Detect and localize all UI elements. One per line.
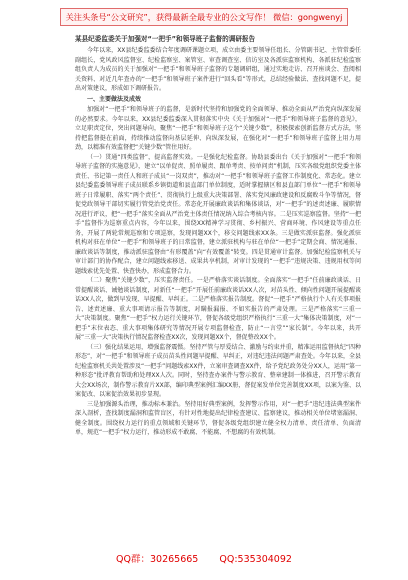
document-body [75,34,361,534]
paragraph-intro: 今年以来，XX县纪委监委结合年度调研课题立项，成立由委主要领导任组长、分管副书记、主管常委任副组长，党风政风监督室、纪检监察室、案管室、审查调查室、信访室及各派驻监察机构、各派驻纪检监察组负责人为成员的关于加强对“一把手”和领导班子监督的专题调研组，通过实地走访、召开座谈会、查阅相关资料、对近几年查办的“一把手”和领导班子案件进行“回头看”等形式，总结经验做法、查找问题不足，提出对策建议，形成如下调研报告。 [75,47,361,92]
paragraph-measures-2: （二）聚焦“关键少数”，压实监督责任。一是严格落实谈话制度。全面落实“一把手”任前廉政谈话、日常提醒谈话、诫勉谈话制度，对新任“一把手”开展任前廉政谈话XX人次，对苗头性、倾向性问题开展提醒谈话XX人次，做到早发现、早提醒、早纠正。二是严格落实报告制度。督促“一把手”严格执行个人有关事项报告、述责述廉、重大事项请示报告等制度，对瞒报漏报、不如实报告的严肃处理。三是严格落实“三重一大”决策制度。聚焦“一把手”权力运行关键环节，督促各级党组织严格执行“三重一大”集体决策制度，对“一把手”末位表态、重大事项集体研究等情况开展专项监督检查，防止“一言堂”“家长制”。今年以来，共开展“三重一大”决策执行情况监督检查XX次，发现问题XX个，督促整改XX个。 [75,277,361,341]
section-heading: 一、主要做法及成效 [87,95,142,103]
qq-group-text: QQ群：30265665 [116,554,199,565]
paragraph-overview: 加强对“一把手”和领导班子的监督，是新时代坚持和加强党的全面领导、推动全面从严治党向纵深发展的必然要求。今年以来，XX县纪委监委深入贯彻落实中央《关于加强对“一把手”和领导班子监督的意见》，立足职责定位，突出问题导向，聚焦“一把手”和领导班子这个“关键少数”，积极探索创新监督方式方法，坚持把监督挺在前面，持续推动监督向基层延伸、向纵深发展，在强化对“一把手”和领导班子监督上用力用劲，以精准有效监督把“关键少数”管住用好。 [75,106,361,151]
qq-number-text: QQ:535304092 [219,554,292,565]
paragraph-measures-1: （一）贯通“四类监督”，提高监督实效。一是强化纪检监督。协助县委出台《关于加强对“一把手”和领导班子监督的实施意见》，建立“以单促责、照单履责、跟单考责、按单问责”机制，压实各级党组织党委主体责任、书记第一责任人和班子成员“一岗双责”，推动对“一把手”和领导班子监督工作制度化、常态化。建立县纪委监委领导班子成员联系乡镇街道和县直部门单位制度，适时掌握辖区和县直部门单位“一把手”和领导班子日常履职、落实“两个责任”、贯彻执行上级重大决策部署、落实党风廉政建设和反腐败斗争等情况，督促党政领导干部切实履行管党治党责任。常态化开展廉政谈话和集体谈话，对“一把手”的述责述廉、履职情况进行评议，把“一把手”落实全面从严治党主体责任情况纳入综合考核内容。二是压实巡察监督。坚持“一把手”监督作为巡察重点内容，今年以来，围绕XX精神学习贯彻、乡村振兴、营商环境、作风建设等重点任务，开展了两轮常规巡察和专项巡察，发现问题XX个，移交问题线索XX条。三是做实派驻监督。强化派驻机构对驻在单位“一把手”和领导班子的日常监督，建立派驻机构与驻在单位“一把手”定期会商、情况通报、廉政谈话等制度，推动派驻监督由“有形覆盖”向“有效覆盖”转变。四是贯通审计监督。加强纪检监察机关与审计部门的协作配合，建立问题线索移送、成果共享机制，对审计发现的“一把手”违规决策、违规用权等问题线索优先处置、快查快办，形成监督合力。 [75,153,361,275]
promo-banner: 关注头条号“公文研究”，获得最新全最专业的公文写作！ 微信：gongwenyj [60,8,348,26]
paragraph-measures-3: （三）强化结果运用，增强监督震慑。坚持严管与厚爱结合、激励与约束并重，精准运用监督执纪“四种形态”，对“一把手”和领导班子成员苗头性问题早提醒、早纠正，对违纪违法问题严肃查处。今年以来，全县纪检监察机关共处置涉及“一把手”问题线索XX件，立案审查调查XX件，给予党纪政务处分XX人，运用“第一种形态”批评教育帮助和处理XX人次。同时，坚持查办案件与警示教育、整章建制一体推进，召开警示教育大会XX场次，制作警示教育片XX部，编印典型案例汇编XX册，督促案发单位完善制度XX项，以案为鉴、以案促改、以案促治效果初步显现。 [75,343,361,398]
document-title: 某县纪委监委关于加强对“一把手”和领导班子监督的调研报告 [75,35,256,43]
contact-footer [0,553,408,567]
paragraph-measures-4: 三是加强源头治理，推动标本兼治。坚持用好典型案例，发挥警示作用，对“一把手”违纪违法典型案件深入剖析，查找制度漏洞和监管盲区，有针对性地提出纪律检查建议、监察建议，推动相关单位堵塞漏洞、健全制度。围绕权力运行的重点领域和关键环节，督促各级党组织建立健全权力清单、责任清单、负面清单，规范“一把手”权力运行，推动形成不敢腐、不能腐、不想腐的有效机制。 [75,400,361,436]
